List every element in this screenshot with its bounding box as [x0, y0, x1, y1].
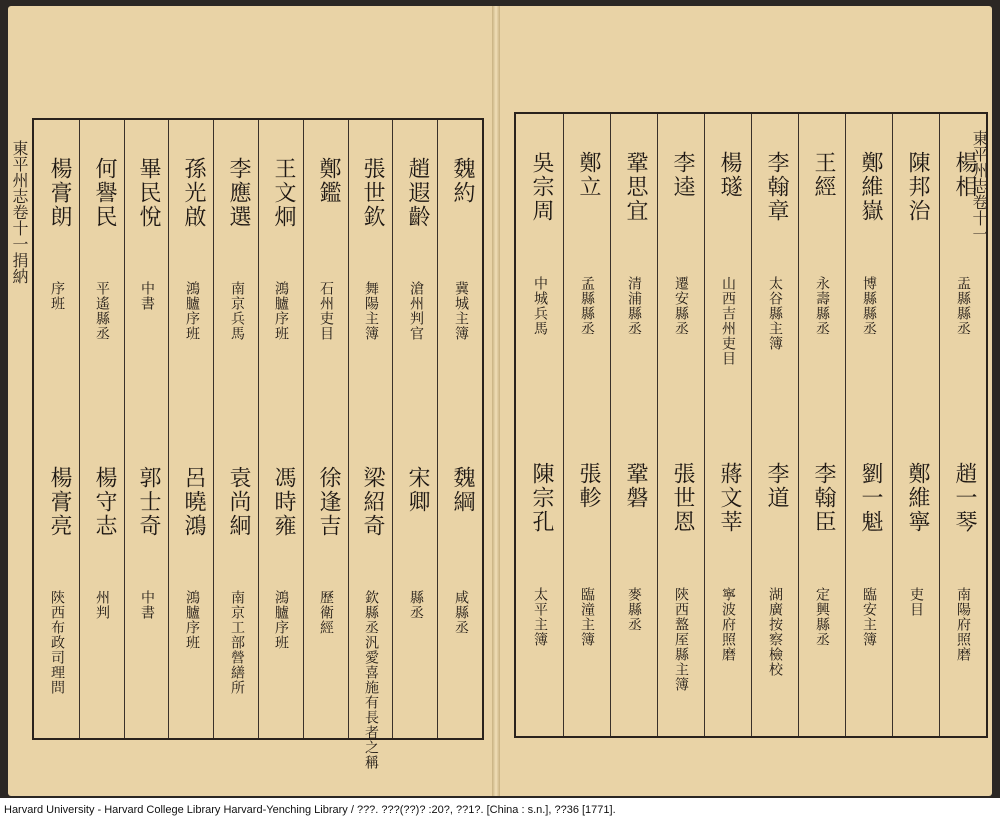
column-rule	[798, 114, 799, 736]
entry-name-bottom: 劉一魁	[858, 462, 883, 534]
left-page-gutter: 東平州志卷十一捐納	[10, 140, 29, 284]
entry-name-top: 楊膏朗	[47, 157, 72, 229]
entry-note-bottom: 鴻臚序班	[273, 590, 289, 650]
column-rule	[437, 120, 438, 738]
entry-note-top: 遷安縣丞	[673, 276, 689, 336]
entry-note-top: 序班	[49, 281, 65, 311]
entry-name-bottom: 梁紹奇	[360, 466, 385, 538]
entry-note-bottom: 臨安主簿	[861, 587, 877, 647]
entry-name-bottom: 徐逢吉	[316, 466, 341, 538]
column-rule	[392, 120, 393, 738]
entry-name-bottom: 楊膏亮	[47, 466, 72, 538]
entry-name-bottom: 李翰臣	[811, 462, 836, 534]
entry-name-bottom: 宋卿	[405, 466, 430, 514]
entry-note-top: 中書	[139, 281, 155, 311]
right-page-gutter: 東平州志卷十一	[970, 130, 989, 242]
entry-name-top: 畢民悅	[136, 157, 161, 229]
column-rule	[845, 114, 846, 736]
column-rule	[79, 120, 80, 738]
entry-note-bottom: 南京工部營繕所	[229, 590, 245, 695]
entry-note-top: 滄州判官	[408, 281, 424, 341]
column-rule	[168, 120, 169, 738]
entry-note-top: 清浦縣丞	[626, 276, 642, 336]
column-rule	[704, 114, 705, 736]
entry-name-bottom: 張世恩	[670, 462, 695, 534]
entry-note-top: 鴻臚序班	[184, 281, 200, 341]
entry-name-bottom: 張軫	[576, 462, 601, 510]
entry-name-bottom: 魏綱	[450, 466, 475, 514]
entry-name-top: 李應選	[226, 157, 251, 229]
entry-note-bottom: 湖廣按察檢校	[767, 587, 783, 677]
column-rule	[751, 114, 752, 736]
entry-name-top: 孫光啟	[181, 157, 206, 229]
entry-note-bottom: 欽縣丞汎愛喜施有長者之稱	[363, 590, 379, 770]
entry-note-bottom: 縣丞	[408, 590, 424, 620]
entry-note-bottom: 定興縣丞	[814, 587, 830, 647]
column-rule	[657, 114, 658, 736]
entry-note-bottom: 歷衛經	[318, 590, 334, 635]
column-rule	[939, 114, 940, 736]
entry-note-top: 冀城主簿	[453, 281, 469, 341]
column-rule	[892, 114, 893, 736]
entry-name-bottom: 馮時雍	[271, 466, 296, 538]
column-rule	[563, 114, 564, 736]
entry-name-top: 楊相	[952, 151, 977, 199]
entry-note-bottom: 吏目	[908, 587, 924, 617]
column-rule	[303, 120, 304, 738]
entry-name-top: 李翰章	[764, 151, 789, 223]
entry-note-top: 石州吏目	[318, 281, 334, 341]
entry-note-top: 平遙縣丞	[94, 281, 110, 341]
entry-name-top: 張世欽	[360, 157, 385, 229]
entry-name-bottom: 鞏磐	[623, 462, 648, 510]
entry-name-bottom: 楊守志	[92, 466, 117, 538]
column-rule	[258, 120, 259, 738]
entry-name-bottom: 呂曉鴻	[181, 466, 206, 538]
entry-note-bottom: 麥縣丞	[626, 587, 642, 632]
entry-name-top: 陳邦治	[905, 151, 930, 223]
entry-name-bottom: 袁尚絅	[226, 466, 251, 538]
entry-name-top: 楊璲	[717, 151, 742, 199]
entry-note-bottom: 寧波府照磨	[720, 587, 736, 662]
entry-name-top: 王文炯	[271, 157, 296, 229]
entry-note-bottom: 陝西盩厔縣主簿	[673, 587, 689, 692]
entry-note-bottom: 中書	[139, 590, 155, 620]
entry-name-top: 吳宗周	[529, 151, 554, 223]
entry-note-bottom: 咸縣丞	[453, 590, 469, 635]
entry-name-top: 魏約	[450, 157, 475, 205]
entry-name-bottom: 趙一琴	[952, 462, 977, 534]
entry-name-bottom: 郭士奇	[136, 466, 161, 538]
entry-note-bottom: 鴻臚序班	[184, 590, 200, 650]
left-text-frame	[32, 118, 484, 770]
entry-note-top: 盂縣縣丞	[955, 276, 971, 336]
column-rule	[610, 114, 611, 736]
entry-note-top: 博縣縣丞	[861, 276, 877, 336]
entry-note-bottom: 州判	[94, 590, 110, 620]
entry-note-bottom: 南陽府照磨	[955, 587, 971, 662]
entry-note-bottom: 太平主簿	[532, 587, 548, 647]
entry-name-bottom: 陳宗孔	[529, 462, 554, 534]
entry-note-bottom: 陝西布政司理問	[49, 590, 65, 695]
entry-note-top: 舞陽主簿	[363, 281, 379, 341]
entry-name-top: 趙遐齡	[405, 157, 430, 229]
column-rule	[124, 120, 125, 738]
entry-name-top: 鄭鑑	[316, 157, 341, 205]
book-spine	[492, 6, 500, 796]
entry-name-top: 鞏思宜	[623, 151, 648, 223]
entry-name-top: 李逵	[670, 151, 695, 199]
column-rule	[348, 120, 349, 738]
library-caption: Harvard University - Harvard College Library Harvard-Yenching Library / ???. ???(??)? :20?, ??1?. [China : s.n.], ??36 [1771].	[0, 798, 1000, 822]
column-rule	[213, 120, 214, 738]
entry-note-bottom: 臨潼主簿	[579, 587, 595, 647]
entry-name-top: 鄭立	[576, 151, 601, 199]
entry-note-top: 南京兵馬	[229, 281, 245, 341]
entry-name-bottom: 鄭維寧	[905, 462, 930, 534]
entry-name-bottom: 蔣文莘	[717, 462, 742, 534]
entry-name-top: 何譽民	[92, 157, 117, 229]
entry-name-top: 王經	[811, 151, 836, 199]
entry-name-bottom: 李道	[764, 462, 789, 510]
entry-note-top: 中城兵馬	[532, 276, 548, 336]
entry-note-top: 鴻臚序班	[273, 281, 289, 341]
entry-note-top: 山西吉州吏目	[720, 276, 736, 366]
entry-note-top: 太谷縣主簿	[767, 276, 783, 351]
entry-note-top: 永壽縣丞	[814, 276, 830, 336]
entry-name-top: 鄭維嶽	[858, 151, 883, 223]
right-text-frame	[514, 112, 988, 738]
entry-note-top: 孟縣縣丞	[579, 276, 595, 336]
